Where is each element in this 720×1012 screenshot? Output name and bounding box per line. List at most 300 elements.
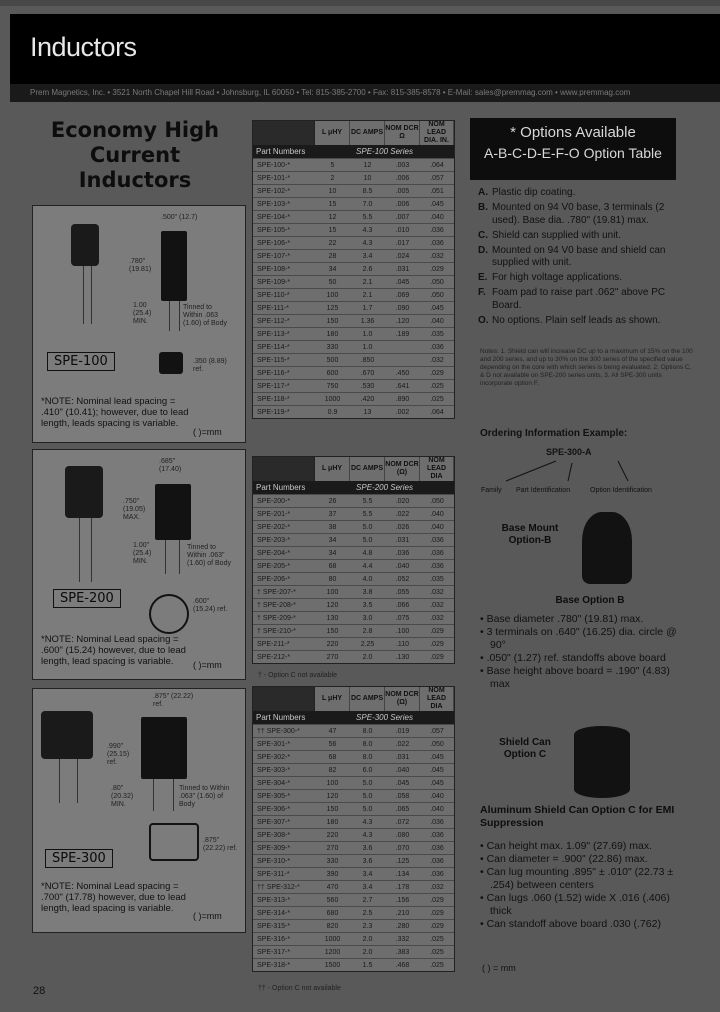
column-header: NOM LEAD DIA [420, 457, 454, 481]
value-cell: 220 [326, 640, 339, 648]
option-text: For high voltage applications. [492, 272, 623, 283]
value-cell: .036 [430, 562, 444, 570]
bullet-text: Base height above board = .190" (4.83) max [486, 665, 670, 690]
value-cell: 500 [326, 356, 339, 364]
value-cell: 15 [328, 200, 337, 208]
bullet-item [480, 652, 690, 665]
value-cell: .064 [430, 408, 444, 416]
value-cell: 34 [328, 549, 337, 557]
table-row [253, 624, 454, 637]
option-key: O. [478, 314, 489, 326]
value-cell: .090 [395, 304, 410, 312]
value-cell: 34 [328, 536, 337, 544]
value-cell: .420 [360, 395, 375, 403]
value-cell: .032 [430, 614, 444, 622]
value-cell: 100 [326, 779, 339, 787]
spe-200-mm: ( )=mm [193, 660, 222, 670]
value-cell: .100 [395, 627, 410, 635]
table-header [253, 457, 454, 481]
value-cell: .025 [430, 948, 444, 956]
value-cell: .072 [395, 818, 410, 826]
value-cell: 10 [328, 187, 337, 195]
value-cell: .051 [430, 187, 444, 195]
value-cell: 3.6 [362, 857, 373, 865]
value-cell: .022 [395, 740, 410, 748]
value-cell: .058 [395, 792, 410, 800]
table-row [253, 314, 454, 327]
value-cell: .010 [395, 226, 410, 234]
spe-300-drawing [141, 717, 187, 779]
shield-can-photo [574, 726, 630, 798]
value-cell: .036 [430, 857, 444, 865]
series-header [253, 145, 454, 158]
value-cell: .045 [395, 779, 410, 787]
spe-100-drawing [161, 231, 187, 301]
bullet-text: Can diameter = .900" (22.86) max. [486, 853, 648, 865]
value-cell: .045 [430, 753, 444, 761]
value-cell: .022 [395, 510, 410, 518]
table-row [253, 301, 454, 314]
bullet-item [480, 665, 690, 691]
spe-100-photo [71, 224, 99, 266]
spe-100-side-view [159, 352, 183, 374]
value-cell: 12 [363, 161, 372, 169]
value-cell: .641 [395, 382, 410, 390]
value-cell: .134 [395, 870, 410, 878]
address-line: Prem Magnetics, Inc. • 3521 North Chapel Hill Road • Johnsburg, IL 60050 • Tel: 815-385-2700 • Fax: 815-385-8578 • E-Mail: sales@premmag.com • www.premmag.com [10, 84, 720, 102]
column-header: L μHY [315, 457, 350, 481]
table-row [253, 494, 454, 507]
bullet-item [480, 626, 690, 652]
value-cell: .036 [430, 870, 444, 878]
table-logo [253, 121, 315, 145]
part-number-cell: SPE-115-* [257, 356, 290, 364]
part-number-cell: SPE-301-* [257, 740, 291, 748]
part-number-cell: SPE-211-* [257, 640, 290, 648]
part-number-cell: SPE-206-* [257, 575, 291, 583]
value-cell: 5.0 [362, 536, 373, 544]
value-cell: .029 [430, 922, 444, 930]
value-cell: 3.5 [362, 601, 373, 609]
value-cell: 1.36 [360, 317, 375, 325]
table-row [253, 379, 454, 392]
base-mount-photo [582, 512, 632, 584]
bullet-icon: • [480, 652, 487, 664]
value-cell: .019 [395, 727, 410, 735]
value-cell: .036 [395, 549, 410, 557]
spe-300-footnote: †† - Option C not available [258, 985, 341, 992]
value-cell: 3.4 [362, 252, 373, 260]
spe-200-side-dim: .600" (15.24) ref. [193, 598, 228, 613]
series-name: SPE-200 Series [356, 483, 413, 492]
value-cell: 3.4 [362, 870, 373, 878]
value-cell: 2.0 [362, 935, 373, 943]
value-cell: 150 [326, 805, 339, 813]
bullet-item [480, 866, 690, 892]
value-cell: 100 [326, 291, 339, 299]
table-row [253, 559, 454, 572]
value-cell: .029 [430, 627, 444, 635]
part-numbers-heading: Part Numbers [256, 483, 306, 492]
table-row [253, 520, 454, 533]
value-cell: .029 [430, 369, 444, 377]
spe-100-mm: ( )=mm [193, 427, 222, 437]
value-cell: 4.8 [362, 549, 373, 557]
column-header: DC AMPS [350, 457, 385, 481]
value-cell: 180 [326, 330, 339, 338]
value-cell: .032 [430, 588, 444, 596]
value-cell: .045 [430, 200, 444, 208]
table-row [253, 854, 454, 867]
page-title: Inductors [30, 32, 137, 62]
bullet-text: Base diameter .780" (19.81) max. [486, 613, 644, 625]
value-cell: 5 [330, 161, 335, 169]
bullet-icon: • [480, 626, 487, 638]
option-text: Foam pad to raise part .062" above PC Board. [492, 287, 666, 311]
part-number-cell: SPE-202-* [257, 523, 291, 531]
value-cell: .530 [360, 382, 375, 390]
value-cell: .040 [430, 805, 444, 813]
spe-100-height-dim: .780" (19.81) [129, 258, 152, 273]
option-item [478, 287, 688, 312]
value-cell: .450 [395, 369, 410, 377]
value-cell: 2.5 [362, 909, 373, 917]
part-number-cell: SPE-117-* [257, 382, 290, 390]
option-key: A. [478, 187, 488, 198]
part-number-cell: † SPE-210-* [257, 627, 296, 635]
bullet-icon: • [480, 866, 487, 878]
value-cell: 3.4 [362, 883, 373, 891]
shield-can-title: Shield Can Option C [499, 737, 551, 760]
value-cell: 37 [328, 510, 337, 518]
value-cell: 8.0 [362, 740, 373, 748]
part-number-cell: SPE-114-* [257, 343, 290, 351]
table-row [253, 893, 454, 906]
value-cell: .040 [430, 523, 444, 531]
option-item [478, 272, 688, 285]
table-row [253, 637, 454, 650]
part-numbers-heading: Part Numbers [256, 713, 306, 722]
column-header: L μHY [315, 121, 350, 145]
column-header: DC AMPS [350, 687, 385, 711]
value-cell: .050 [430, 740, 444, 748]
value-cell: 68 [328, 753, 337, 761]
bullet-item [480, 853, 690, 866]
option-item [478, 230, 688, 243]
value-cell: 80 [328, 575, 337, 583]
value-cell: .075 [395, 614, 410, 622]
table-row [253, 184, 454, 197]
value-cell: 1500 [324, 961, 341, 969]
value-cell: 1.0 [362, 343, 373, 351]
table-row [253, 572, 454, 585]
value-cell: .040 [395, 562, 410, 570]
value-cell: .026 [395, 523, 410, 531]
value-cell: .031 [395, 265, 410, 273]
series-name: SPE-300 Series [356, 713, 413, 722]
value-cell: 50 [328, 278, 337, 286]
value-cell: 5.0 [362, 805, 373, 813]
option-item [478, 315, 688, 328]
table-row [253, 880, 454, 893]
value-cell: 180 [326, 818, 339, 826]
part-number-cell: SPE-105-* [257, 226, 291, 234]
shield-subtitle: Aluminum Shield Can Option C for EMI Suppression [480, 804, 675, 829]
shield-list [480, 840, 690, 931]
value-cell: .066 [395, 601, 410, 609]
value-cell: 820 [326, 922, 339, 930]
value-cell: .130 [395, 653, 410, 661]
part-number-cell: SPE-103-* [257, 200, 291, 208]
table-row [253, 262, 454, 275]
value-cell: 7.0 [362, 200, 373, 208]
table-row [253, 210, 454, 223]
spe-300-height-dim: .990" (25.15) ref. [107, 743, 130, 766]
spe-200-card [32, 449, 246, 680]
part-number-cell: SPE-307-* [257, 818, 291, 826]
bullet-text: 3 terminals on .640" (16.25) dia. circle @ 90° [486, 626, 677, 651]
value-cell: .110 [395, 640, 410, 648]
options-subtitle: A-B-C-D-E-F-O Option Table [484, 145, 662, 161]
value-cell: 6.0 [362, 766, 373, 774]
base-option-subtitle: Base Option B [555, 595, 625, 606]
part-number-cell: SPE-304-* [257, 779, 291, 787]
part-number-cell: SPE-309-* [257, 844, 291, 852]
spe-200-drawing [155, 484, 191, 540]
value-cell: 8.0 [362, 753, 373, 761]
table-row [253, 171, 454, 184]
value-cell: 8.0 [362, 727, 373, 735]
part-number-cell: SPE-306-* [257, 805, 291, 813]
value-cell: 2.7 [362, 896, 373, 904]
table-row [253, 353, 454, 366]
table-row [253, 828, 454, 841]
value-cell: 120 [326, 601, 339, 609]
value-cell: 3.8 [362, 588, 373, 596]
bullet-icon: • [480, 853, 487, 865]
value-cell: 5.5 [362, 213, 373, 221]
bullet-icon: • [480, 665, 487, 677]
value-cell: .036 [430, 226, 444, 234]
part-number-cell: SPE-212-* [257, 653, 291, 661]
spe-100-side-dim: .350 (8.89) ref. [193, 358, 227, 373]
table-row [253, 841, 454, 854]
part-number-cell: SPE-113-* [257, 330, 290, 338]
value-cell: .032 [430, 883, 444, 891]
value-cell: .069 [395, 291, 410, 299]
value-cell: .280 [395, 922, 410, 930]
value-cell: 150 [326, 627, 339, 635]
part-number-cell: SPE-109-* [257, 278, 291, 286]
table-row [253, 405, 454, 418]
table-row [253, 958, 454, 971]
option-key: C. [478, 229, 488, 241]
bullet-text: Can lugs .060 (1.52) wide X .016 (.406) thick [486, 892, 670, 917]
product-title: Economy High Current Inductors [50, 118, 220, 192]
column-header: DC AMPS [350, 121, 385, 145]
value-cell: .029 [430, 640, 444, 648]
part-number-cell: SPE-111-* [257, 304, 290, 312]
spe-200-table [252, 456, 455, 664]
value-cell: 3.0 [362, 614, 373, 622]
value-cell: .052 [395, 575, 410, 583]
spe-300-side-view [149, 823, 199, 861]
value-cell: 38 [328, 523, 337, 531]
value-cell: .006 [395, 200, 410, 208]
part-numbers-heading: Part Numbers [256, 147, 306, 156]
value-cell: 2.1 [362, 278, 373, 286]
option-item [478, 202, 688, 227]
value-cell: .025 [430, 382, 444, 390]
option-text: Mounted on 94 V0 base and shield can supplied with unit. [492, 244, 666, 268]
value-cell: 47 [328, 727, 337, 735]
part-number-cell: †† SPE-312-* [257, 883, 300, 891]
value-cell: 4.3 [362, 818, 373, 826]
value-cell: 4.3 [362, 831, 373, 839]
value-cell: .029 [430, 909, 444, 917]
series-name: SPE-100 Series [356, 147, 413, 156]
value-cell: .850 [360, 356, 375, 364]
value-cell: 10 [363, 174, 372, 182]
table-row [253, 598, 454, 611]
spe-300-card [32, 688, 246, 933]
value-cell: 56 [328, 740, 337, 748]
column-header: NOM DCR (Ω) [385, 687, 420, 711]
value-cell: 2 [330, 174, 335, 182]
value-cell: .006 [395, 174, 410, 182]
mm-legend: ( ) = mm [482, 963, 516, 973]
part-number-cell: †† SPE-300-* [257, 727, 300, 735]
value-cell: .468 [395, 961, 410, 969]
value-cell: .070 [395, 844, 410, 852]
value-cell: .383 [395, 948, 410, 956]
value-cell: 3.6 [362, 844, 373, 852]
value-cell: 1000 [324, 935, 341, 943]
table-row [253, 585, 454, 598]
part-number-cell: SPE-318-* [257, 961, 291, 969]
value-cell: .032 [430, 252, 444, 260]
part-number-cell: SPE-204-* [257, 549, 291, 557]
value-cell: 5.5 [362, 497, 373, 505]
spe-100-table [252, 120, 455, 419]
part-number-cell: SPE-101-* [257, 174, 291, 182]
value-cell: .045 [430, 779, 444, 787]
part-number-cell: SPE-100-* [257, 161, 291, 169]
page-number: 28 [33, 985, 46, 997]
table-row [253, 249, 454, 262]
value-cell: 4.0 [362, 575, 373, 583]
part-number-cell: SPE-201-* [257, 510, 291, 518]
value-cell: 750 [326, 382, 339, 390]
value-cell: 600 [326, 369, 339, 377]
value-cell: .057 [430, 727, 444, 735]
option-text: Mounted on 94 V0 base, 3 terminals (2 used). Base dia. .780" (19.81) max. [492, 202, 665, 226]
value-cell: .045 [395, 278, 410, 286]
spe-300-photo [41, 711, 93, 759]
value-cell: 270 [326, 844, 339, 852]
part-number-cell: SPE-302-* [257, 753, 291, 761]
options-box [470, 118, 676, 180]
value-cell: 4.3 [362, 239, 373, 247]
value-cell: .670 [360, 369, 375, 377]
value-cell: .025 [430, 961, 444, 969]
value-cell: 470 [326, 883, 339, 891]
value-cell: 1.7 [362, 304, 373, 312]
ordering-title: Ordering Information Example: [480, 428, 628, 439]
value-cell: 5.0 [362, 779, 373, 787]
table-row [253, 802, 454, 815]
table-row [253, 223, 454, 236]
value-cell: .035 [430, 330, 444, 338]
spe-200-footnote: † - Option C not available [258, 672, 337, 679]
part-number-cell: † SPE-209-* [257, 614, 296, 622]
spe-300-label: SPE-300 [45, 849, 113, 868]
spe-200-width-dim: .685" (17.40) [159, 458, 182, 473]
value-cell: 1.5 [362, 961, 373, 969]
value-cell: .040 [430, 792, 444, 800]
value-cell: 120 [326, 792, 339, 800]
value-cell: .005 [395, 187, 410, 195]
value-cell: .125 [395, 857, 410, 865]
table-row [253, 945, 454, 958]
value-cell: .156 [395, 896, 410, 904]
option-key: E. [478, 272, 488, 283]
value-cell: 390 [326, 870, 339, 878]
value-cell: .040 [430, 213, 444, 221]
ordering-option-label: Option Identification [590, 487, 652, 494]
value-cell: .020 [395, 497, 410, 505]
part-number-cell: † SPE-207-* [257, 588, 296, 596]
value-cell: .036 [430, 831, 444, 839]
table-logo [253, 457, 315, 481]
part-number-cell: SPE-317-* [257, 948, 291, 956]
options-title: * Options Available [510, 124, 636, 141]
spe-100-card [32, 205, 246, 443]
spe-100-lead-dim: 1.00 (25.4) MIN. [133, 302, 152, 325]
value-cell: 130 [326, 614, 339, 622]
value-cell: 15 [328, 226, 337, 234]
part-number-cell: † SPE-208-* [257, 601, 296, 609]
part-number-cell: SPE-311-* [257, 870, 290, 878]
bullet-item [480, 840, 690, 853]
value-cell: 150 [326, 317, 339, 325]
table-row [253, 197, 454, 210]
value-cell: 1200 [324, 948, 341, 956]
value-cell: .890 [395, 395, 410, 403]
value-cell: 34 [328, 265, 337, 273]
bullet-item [480, 892, 690, 918]
bullet-icon: • [480, 918, 487, 930]
bullet-icon: • [480, 840, 487, 852]
value-cell: 220 [326, 831, 339, 839]
column-header: NOM LEAD DIA. IN. [420, 121, 454, 145]
value-cell: .017 [395, 239, 410, 247]
table-row [253, 789, 454, 802]
part-number-cell: SPE-107-* [257, 252, 291, 260]
value-cell: .036 [430, 536, 444, 544]
option-item [478, 187, 688, 200]
series-header [253, 481, 454, 494]
spe-100-tin-dim: Tinned to Within .063 (1.60) of Body [183, 304, 227, 327]
spe-200-height-dim: .750" (19.05) MAX. [123, 498, 146, 521]
table-row [253, 546, 454, 559]
option-text: Plastic dip coating. [492, 187, 576, 198]
value-cell: .002 [395, 408, 410, 416]
ordering-arrows [478, 455, 698, 489]
spe-100-note: *NOTE: Nominal lead spacing = .410" (10.41); however, due to lead length, leads spacing is variable. [41, 396, 189, 429]
table-row [253, 763, 454, 776]
value-cell: .040 [395, 766, 410, 774]
